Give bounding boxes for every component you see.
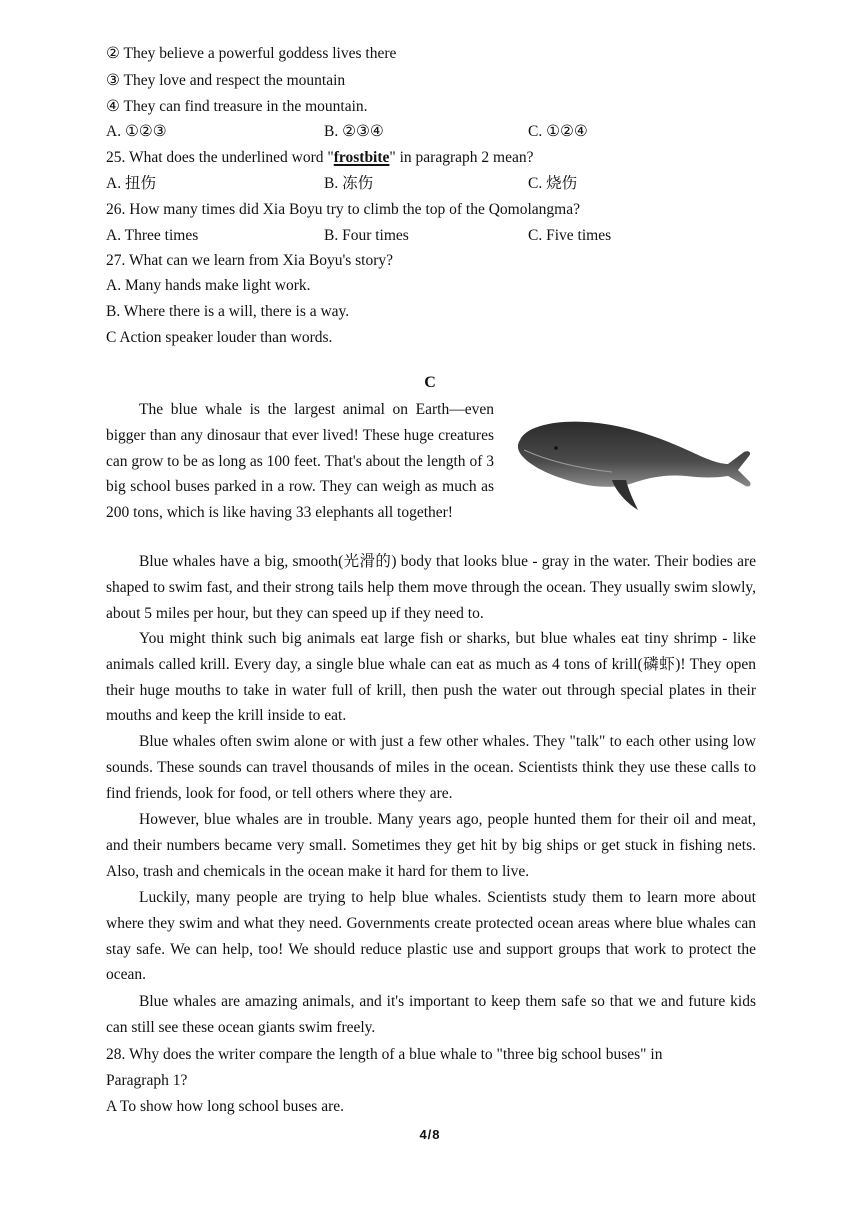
q25-prefix: 25. What does the underlined word ": [106, 149, 334, 166]
section-heading: C: [424, 374, 436, 391]
underlined-word: frostbite: [333, 149, 390, 166]
passage-paragraph-5: However, blue whales are in trouble. Many years ago, people hunted them for their oil and meat, and their numbers became very small. Sometimes they get hit by big ships or get stuck in fishing nets. Also, trash and chemicals in the ocean make it hard for them to live.: [106, 811, 756, 880]
q25-option-b: B. 冻伤: [324, 175, 374, 192]
blue-whale-illustration: [516, 412, 756, 518]
question-28-line-2: Paragraph 1?: [106, 1072, 188, 1089]
passage-paragraph-3: You might think such big animals eat large fish or sharks, but blue whales eat tiny shrimp - like animals called krill. Every day, a single blue whale can eat as much as 4 tons of krill(磷虾)! They open their huge mouths to take in water full of krill, then push the water out through special plates in their mouths and keep the krill inside to eat.: [106, 630, 756, 725]
q26-option-b: B. Four times: [324, 227, 409, 244]
q26-option-c: C. Five times: [528, 227, 612, 244]
passage-paragraph-4: Blue whales often swim alone or with just a few other whales. They "talk" to each other using low sounds. These sounds can travel thousands of miles in the ocean. Scientists think they use these calls to find friends, look for food, or tell others where they are.: [106, 733, 756, 802]
statement-2: ② They believe a powerful goddess lives there: [106, 45, 397, 62]
q24-option-b: B. ②③④: [324, 123, 384, 140]
question-25: [106, 148, 756, 168]
q25-suffix: " in paragraph 2 mean?: [389, 149, 534, 166]
question-28-line-1: 28. Why does the writer compare the length of a blue whale to "three big school buses" in: [106, 1046, 663, 1063]
question-26: 26. How many times did Xia Boyu try to climb the top of the Qomolangma?: [106, 201, 580, 218]
q27-option-b: B. Where there is a will, there is a way.: [106, 303, 350, 320]
statement-4: ④ They can find treasure in the mountain.: [106, 98, 368, 115]
passage-paragraph-2: Blue whales have a big, smooth(光滑的) body that looks blue - gray in the water. Their bodies are shaped to swim fast, and their strong tails help them move through the ocean. They usually swim slowly, about 5 miles per hour, but they can speed up if they need to.: [106, 553, 756, 622]
passage-paragraph-6: Luckily, many people are trying to help blue whales. Scientists study them to learn more about where they swim and what they need. Governments create protected ocean areas where blue whales can stay safe. We can help, too! We should reduce plastic use and support groups that work to protect the ocean.: [106, 889, 756, 984]
q26-option-a: A. Three times: [106, 227, 199, 244]
passage-paragraph-7: Blue whales are amazing animals, and it's important to keep them safe so that we and future kids can still see these ocean giants swim freely.: [106, 993, 756, 1036]
passage-paragraph-1: The blue whale is the largest animal on Earth—even bigger than any dinosaur that ever lived! These huge creatures can grow to be as long as 100 feet. That's about the length of 3 big school buses parked in a row. They can weigh as much as 200 tons, which is like having 33 elephants all together!: [106, 401, 494, 522]
q27-option-c: C Action speaker louder than words.: [106, 329, 333, 346]
q27-option-a: A. Many hands make light work.: [106, 277, 311, 294]
q25-option-a: A. 扭伤: [106, 175, 156, 192]
q25-option-c: C. 烧伤: [528, 175, 578, 192]
q24-option-c: C. ①②④: [528, 123, 588, 140]
page-number: 4/8: [419, 1127, 441, 1142]
q24-option-a: A. ①②③: [106, 123, 167, 140]
statement-3: ③ They love and respect the mountain: [106, 72, 346, 89]
q28-option-a: A To show how long school buses are.: [106, 1098, 345, 1115]
question-27: 27. What can we learn from Xia Boyu's story?: [106, 252, 394, 269]
